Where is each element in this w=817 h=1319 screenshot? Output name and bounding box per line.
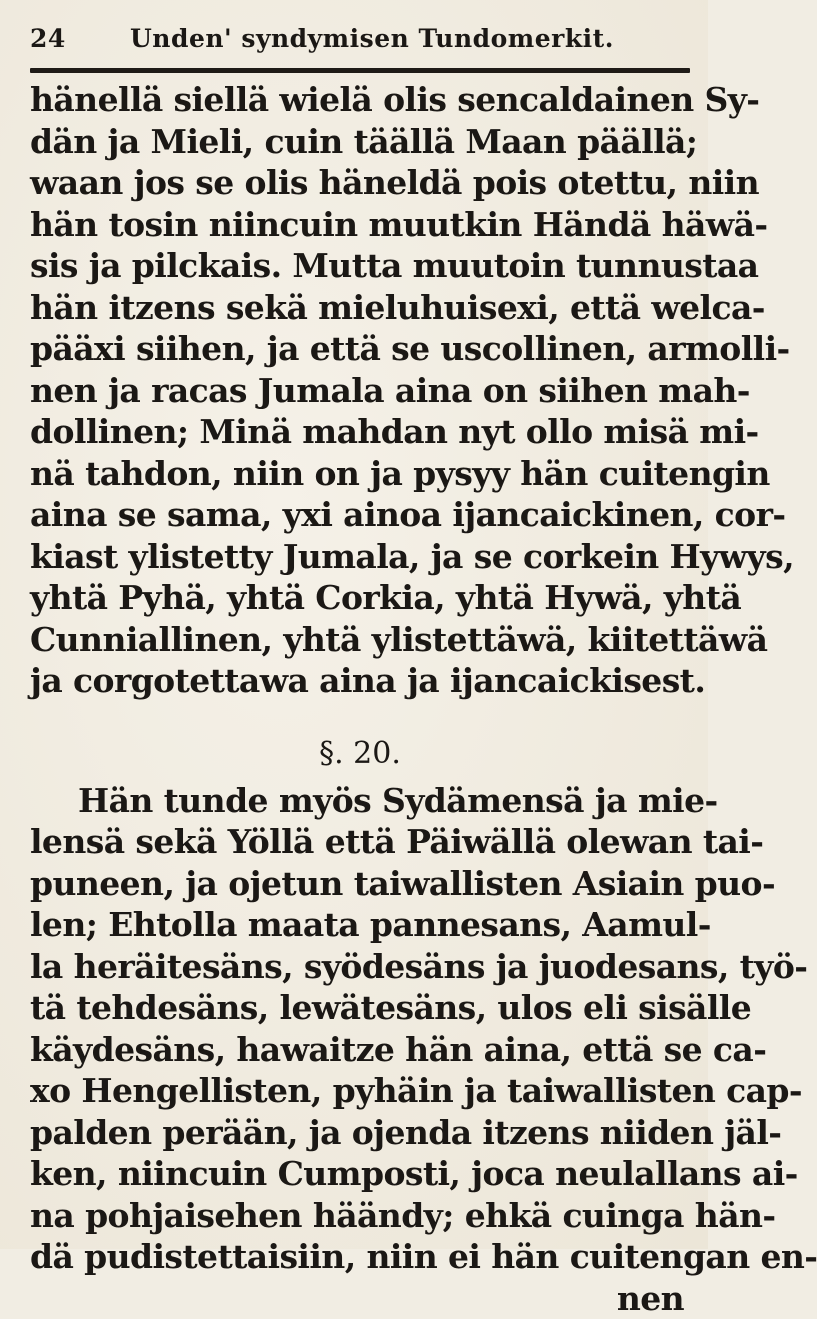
text-line: yhtä Pyhä, yhtä Corkia, yhtä Hywä, yhtä [30,577,690,619]
text-line: käydesäns, hawaitze hän aina, että se ca- [30,1029,690,1071]
text-line: ken, niincuin Cumposti, joca neulallans ai- [30,1153,690,1195]
text-line: len; Ehtolla maata pannesans, Aamul- [30,904,690,946]
text-line: ja corgotettawa aina ja ijancaickisest. [30,660,690,702]
text-line: Hän tunde myös Sydämensä ja mie- [30,780,690,822]
text-line: dän ja Mieli, cuin täällä Maan päällä; [30,121,690,163]
paragraph-1 [30,79,690,702]
text-line: puneen, ja ojetun taiwallisten Asiain puo- [30,863,690,905]
text-line: hän tosin niincuin muutkin Händä häwä- [30,204,690,246]
page-header [30,24,690,64]
text-line: la heräitesäns, syödesäns ja juodesans, työ- [30,946,690,988]
text-line: palden perään, ja ojenda itzens niiden jäl- [30,1112,690,1154]
text-line: dollinen; Minä mahdan nyt ollo misä mi- [30,411,690,453]
text-line: Cunniallinen, yhtä ylistettäwä, kiitettäwä [30,619,690,661]
section-heading: §. 20. [30,730,690,778]
text-line: hänellä siellä wielä olis sencaldainen Sy- [30,79,690,121]
running-title: Unden' syndymisen Tundomerkit. [130,24,690,53]
text-line: nen ja racas Jumala aina on siihen mah- [30,370,690,412]
text-line: dä pudistettaisiin, niin ei hän cuitengan en- [30,1236,690,1278]
text-line: sis ja pilckais. Mutta muutoin tunnustaa [30,245,690,287]
text-line: na pohjaisehen häändy; ehkä cuinga hän- [30,1195,690,1237]
text-line: pääxi siihen, ja että se uscollinen, armolli- [30,328,690,370]
text-line: xo Hengellisten, pyhäin ja taiwallisten cap- [30,1070,690,1112]
text-line: aina se sama, yxi ainoa ijancaickinen, cor- [30,494,690,536]
catchword: nen [30,1278,690,1319]
header-rule [30,68,690,73]
text-line: tä tehdesäns, lewätesäns, ulos eli sisälle [30,987,690,1029]
paragraph-2 [30,780,690,1319]
text-line: kiast ylistetty Jumala, ja se corkein Hywys, [30,536,690,578]
text-line: waan jos se olis häneldä pois otettu, niin [30,162,690,204]
page-number: 24 [30,24,130,53]
text-line: lensä sekä Yöllä että Päiwällä olewan tai- [30,821,690,863]
text-line: nä tahdon, niin on ja pysyy hän cuitengin [30,453,690,495]
text-line: hän itzens sekä mieluhuisexi, että welca- [30,287,690,329]
